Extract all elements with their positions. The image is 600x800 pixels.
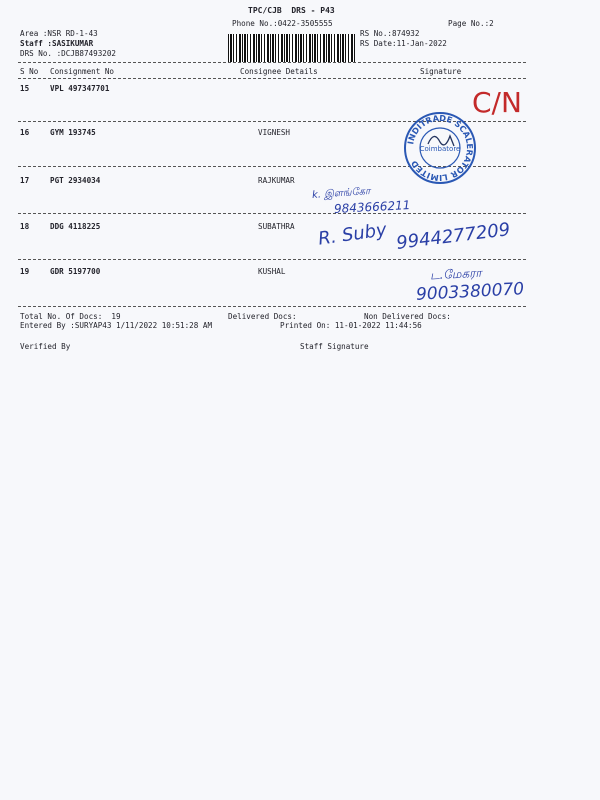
verified-by-label: Verified By — [20, 342, 71, 351]
printed-on: Printed On: 11-01-2022 11:44:56 — [280, 321, 422, 330]
staff-field: Staff :SASIKUMAR — [20, 39, 94, 48]
row-sno: 18 — [20, 222, 30, 231]
divider — [18, 306, 526, 307]
handwritten-cn-mark: C/N — [472, 86, 522, 119]
row-sno: 17 — [20, 176, 30, 185]
entered-by: Entered By :SURYAP43 1/11/2022 10:51:28 AM — [20, 321, 213, 330]
divider — [18, 78, 526, 79]
phone-number: Phone No.:0422-3505555 — [232, 19, 333, 28]
company-stamp — [402, 110, 478, 186]
row-sno: 15 — [20, 84, 30, 93]
total-docs: Total No. Of Docs: 19 — [20, 312, 121, 321]
handwritten-phone-row18: 9944277209 — [395, 219, 512, 254]
stamp-city-text: Coimbatore — [419, 145, 461, 153]
row-consignee: VIGNESH — [258, 128, 291, 137]
row-consignee: SUBATHRA — [258, 222, 295, 231]
handwritten-phone-row17: 9843666211 — [333, 198, 411, 216]
handwritten-name-row19: ட.மேகரா — [429, 265, 482, 283]
staff-signature-label: Staff Signature — [300, 342, 369, 351]
handwritten-signature-row18: R. Suby — [316, 219, 389, 250]
rs-date: RS Date:11-Jan-2022 — [360, 39, 447, 48]
column-header-consignee: Consignee Details — [240, 67, 318, 76]
row-consignment: DDG 4118225 — [50, 222, 101, 231]
drs-number: DRS No. :DCJB87493202 — [20, 49, 117, 58]
non-delivered-docs: Non Delivered Docs: — [364, 312, 451, 321]
barcode — [228, 34, 355, 62]
divider — [18, 62, 526, 63]
row-consignment: GDR 5197700 — [50, 267, 101, 276]
row-divider — [18, 259, 526, 260]
row-consignment: PGT 2934034 — [50, 176, 101, 185]
row-sno: 19 — [20, 267, 30, 276]
row-consignment: GYM 193745 — [50, 128, 96, 137]
row-divider — [18, 213, 526, 214]
stamp-company-text: INDITRADE SCALERATOR LIMITED — [405, 112, 476, 184]
delivered-docs: Delivered Docs: — [228, 312, 297, 321]
column-header-signature: Signature — [420, 67, 462, 76]
row-consignment: VPL 497347701 — [50, 84, 110, 93]
row-consignee: KUSHAL — [258, 267, 286, 276]
page-number: Page No.:2 — [448, 19, 494, 28]
column-header-consignment: Consignment No — [50, 67, 115, 76]
handwritten-name-row17: k. இளங்கோ — [311, 185, 371, 202]
handwritten-phone-row19: 9003380070 — [415, 279, 525, 305]
row-sno: 16 — [20, 128, 30, 137]
area-field: Area :NSR RD-1-43 — [20, 29, 98, 38]
column-header-sno: S No — [20, 67, 39, 76]
document-title: TPC/CJB DRS - P43 — [248, 6, 335, 15]
rs-number: RS No.:874932 — [360, 29, 420, 38]
row-consignee: RAJKUMAR — [258, 176, 295, 185]
